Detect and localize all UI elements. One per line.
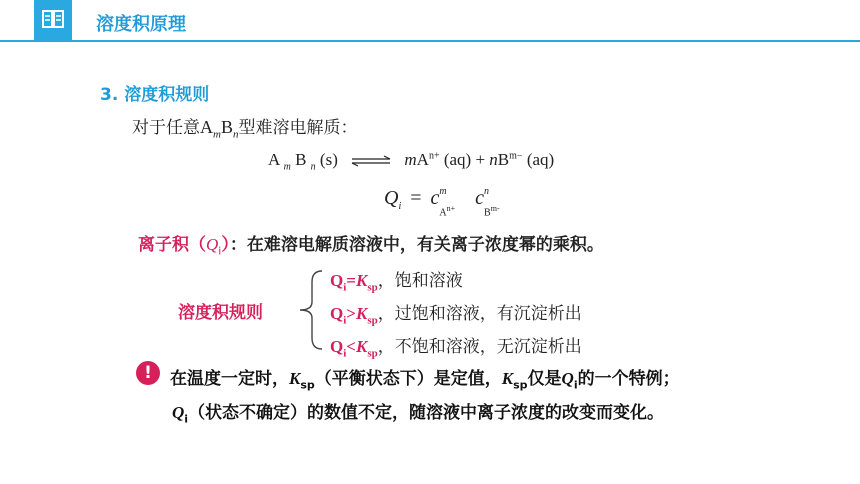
rule-k: K bbox=[355, 337, 368, 356]
rule-item bbox=[330, 266, 463, 293]
note-q2: Q bbox=[172, 403, 185, 422]
eq-left-B: B bbox=[295, 150, 307, 169]
formula-c1: c bbox=[430, 186, 440, 209]
intro-A: A bbox=[200, 117, 213, 137]
intro-prefix: 对于任意 bbox=[132, 118, 200, 138]
header-divider bbox=[0, 40, 860, 42]
note-line-1 bbox=[170, 364, 680, 391]
eq-aq1: (aq) + bbox=[443, 150, 486, 169]
ion-def-text: ：在难溶电解质溶液中，有关离子浓度幂的乘积。 bbox=[229, 235, 604, 255]
formula-c1-sup: m bbox=[439, 186, 447, 197]
formula-c2-sub: B bbox=[484, 207, 491, 219]
eq-state-s: (s) bbox=[319, 150, 338, 169]
ion-product-formula bbox=[384, 186, 500, 219]
ion-product-definition bbox=[138, 230, 604, 257]
rule-k: K bbox=[355, 304, 368, 323]
rule-k: K bbox=[355, 271, 368, 290]
eq-right-B: B bbox=[497, 150, 510, 169]
formula-c1-subsup: n+ bbox=[446, 204, 456, 213]
rule-qsub: i bbox=[343, 347, 347, 360]
rule-q: Q bbox=[330, 271, 344, 290]
intro-text bbox=[132, 113, 357, 141]
rule-q: Q bbox=[330, 304, 344, 323]
formula-c2: c bbox=[475, 186, 485, 209]
section-title: 3. 溶度积规则 bbox=[100, 85, 210, 105]
ion-def-sub: i bbox=[218, 244, 222, 258]
formula-c2-subsup: m- bbox=[490, 204, 500, 213]
rule-op: > bbox=[346, 304, 356, 323]
rule-item bbox=[330, 332, 582, 359]
page-title: 溶度积原理 bbox=[96, 14, 186, 35]
rule-q: Q bbox=[330, 337, 344, 356]
note-line-2 bbox=[172, 398, 664, 425]
formula-Q: Q bbox=[384, 186, 399, 209]
rules-label: 溶度积规则 bbox=[178, 303, 263, 323]
rule-ksub: sp bbox=[367, 281, 378, 294]
formula-c1-sub: A bbox=[439, 207, 447, 219]
ion-def-term: 离子积（ bbox=[138, 235, 206, 255]
rule-qsub: i bbox=[343, 281, 347, 294]
ion-def-term-end: ） bbox=[221, 235, 230, 255]
note-k2sub: sp bbox=[513, 378, 528, 392]
formula-i: i bbox=[398, 200, 402, 212]
book-icon bbox=[42, 10, 64, 28]
note-line1-b: （平衡状态下）是定值， bbox=[314, 369, 502, 389]
rule-ksub: sp bbox=[367, 347, 378, 360]
ion-def-Q: Q bbox=[206, 235, 219, 254]
intro-m: m bbox=[213, 128, 221, 141]
rule-op: < bbox=[346, 337, 356, 356]
eq-left-n: n bbox=[310, 161, 316, 173]
note-line1-a: 在温度一定时， bbox=[170, 369, 289, 389]
note-line1-c: 仅是 bbox=[527, 369, 562, 389]
equilibrium-arrow-icon bbox=[350, 155, 392, 167]
eq-aq2: (aq) bbox=[526, 150, 555, 169]
eq-right-n: n bbox=[489, 150, 498, 169]
equilibrium-equation bbox=[268, 150, 554, 172]
eq-left-m: m bbox=[283, 161, 291, 173]
header-icon-box bbox=[34, 0, 72, 40]
note-k2: K bbox=[501, 369, 514, 388]
formula-c2-sup: n bbox=[484, 186, 490, 197]
eq-right-m: m bbox=[404, 150, 417, 169]
note-q2sub: i bbox=[184, 412, 189, 426]
eq-A-charge: n+ bbox=[428, 150, 440, 162]
note-line1-d: 的一个特例； bbox=[577, 369, 680, 389]
rule-text: ，过饱和溶液，有沉淀析出 bbox=[377, 304, 582, 324]
rule-text: ，不饱和溶液，无沉淀析出 bbox=[377, 337, 582, 357]
note-k1: K bbox=[289, 369, 301, 388]
rule-ksub: sp bbox=[367, 314, 378, 327]
note-qsub: i bbox=[573, 378, 578, 392]
intro-B: B bbox=[220, 117, 233, 137]
rule-op: = bbox=[346, 271, 356, 290]
eq-left-A: A bbox=[268, 150, 280, 169]
eq-B-charge: m− bbox=[509, 150, 523, 162]
eq-right-A: A bbox=[416, 150, 429, 169]
note-k1sub: sp bbox=[300, 378, 315, 392]
intro-n: n bbox=[232, 128, 239, 141]
exclamation-icon: ! bbox=[136, 361, 160, 385]
intro-suffix: 型难溶电解质： bbox=[238, 118, 358, 138]
rule-text: ，饱和溶液 bbox=[377, 271, 463, 291]
rule-item bbox=[330, 299, 582, 326]
formula-eq: = bbox=[410, 186, 422, 209]
note-q: Q bbox=[561, 369, 574, 388]
note-line2-text: （状态不确定）的数值不定，随溶液中离子浓度的改变而变化。 bbox=[188, 403, 665, 423]
rule-qsub: i bbox=[343, 314, 347, 327]
brace-icon bbox=[292, 268, 326, 352]
